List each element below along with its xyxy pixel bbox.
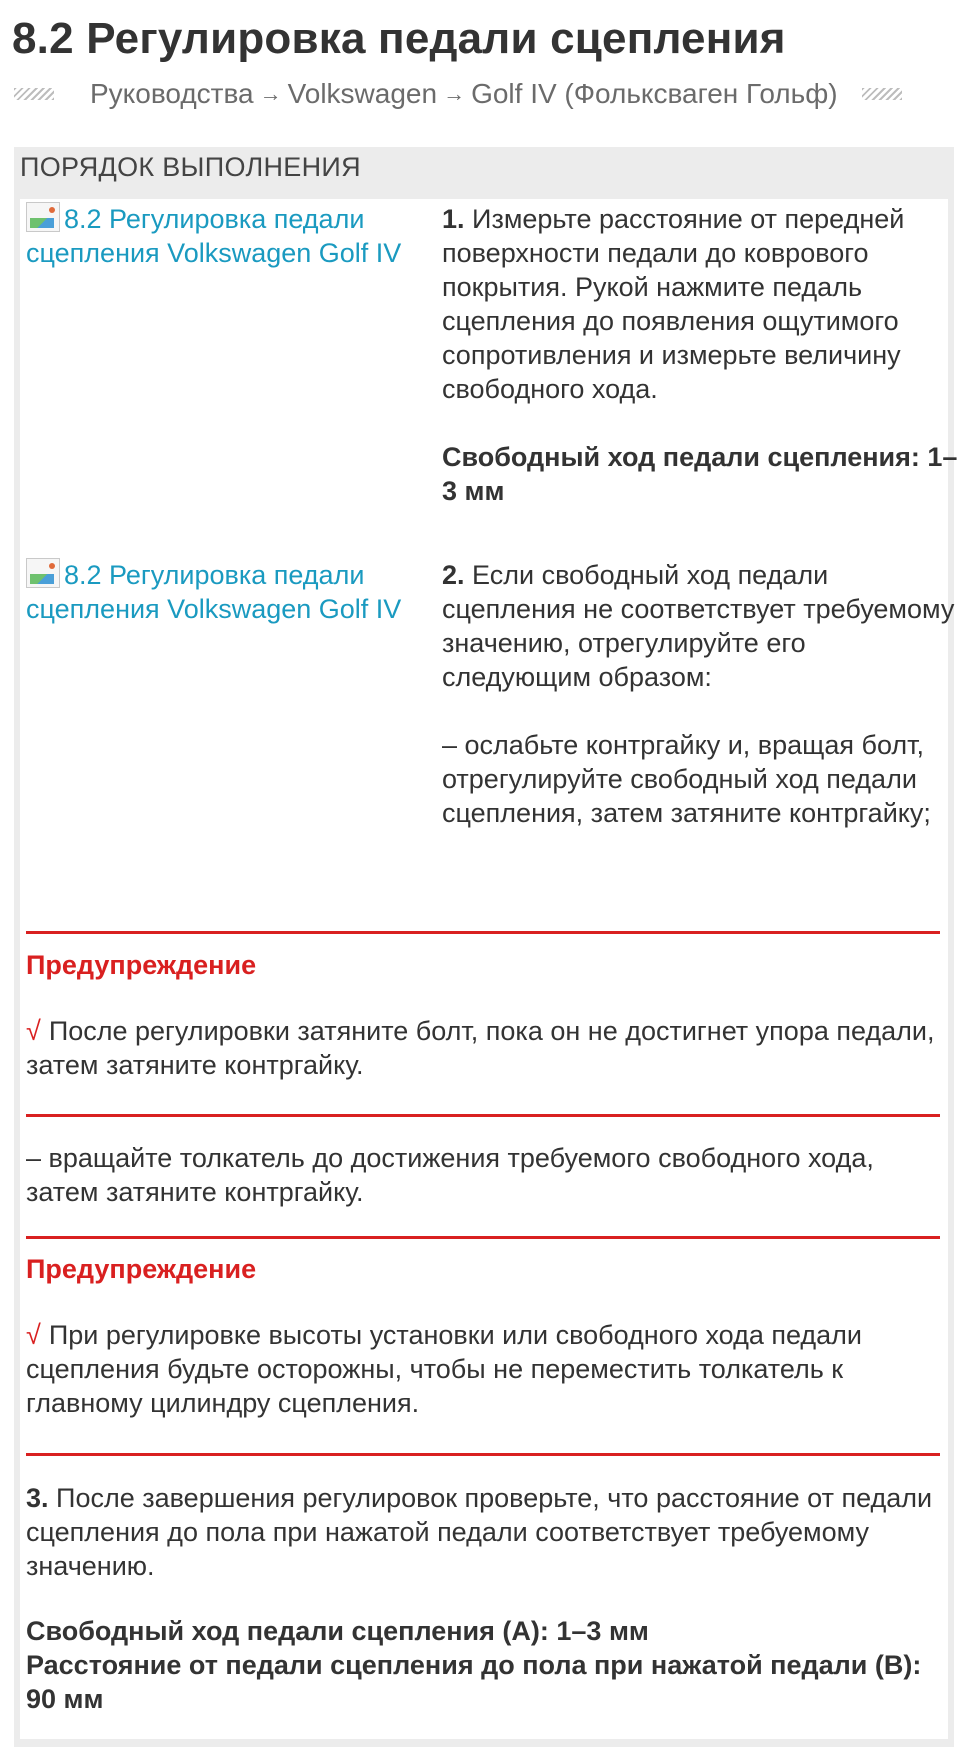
warning-divider [26,1453,940,1456]
hatch-decoration-right [862,88,902,100]
step-1-description: Измерьте расстояние от передней поверхности педали до коврового покрытия. Рукой нажмите педаль сцепления до появления ощутимого сопротивления и измерьте величину свободного хода. [442,204,905,404]
step-1-image-alt: 8.2 Регулировка педали сцепления Volkswagen Golf IV [26,204,402,268]
step-2-description: Если свободный ход педали сцепления не соответствует требуемому значению, отрегулируйте его следующим образом: [442,560,955,692]
step-3-description: После завершения регулировок проверьте, что расстояние от педали сцепления до пола при нажатой педали соответствует требуемому значению. [26,1483,933,1581]
warning-2-body: При регулировке высоты установки или свободного хода педали сцепления будьте осторожны, чтобы не переместить толкатель к главному цилиндру сцепления. [26,1320,863,1418]
warning-divider [26,1236,940,1239]
breadcrumb-item-brand[interactable]: Volkswagen [287,78,438,109]
warning-divider [26,931,940,934]
step-1-spec: Свободный ход педали сцепления: 1–3 мм [442,442,958,506]
step-3-number: 3. [26,1483,49,1513]
step-1-number: 1. [442,204,465,234]
step-3-spec-floor-distance: Расстояние от педали сцепления до пола при нажатой педали (В): 90 мм [26,1650,922,1714]
breadcrumb [0,74,960,114]
step-2-image-link[interactable] [26,558,406,626]
step-2-image-alt: 8.2 Регулировка педали сцепления Volkswagen Golf IV [26,560,402,624]
breadcrumb-arrow-icon: → [443,81,466,106]
warning-1-text [26,1014,940,1082]
page-title: 8.2 Регулировка педали сцепления [12,14,786,63]
broken-image-icon [26,558,60,588]
step-3-specs [26,1614,940,1716]
substep-push-rod: – вращайте толкатель до достижения требуемого свободного хода, затем затяните контргайку. [26,1143,874,1207]
warning-2-title: Предупреждение [26,1254,257,1284]
step-3-text [26,1481,940,1583]
step-1-image-link[interactable] [26,202,406,270]
warning-1-body: После регулировки затяните болт, пока он не достигнет упора педали, затем затяните контргайку. [26,1016,935,1080]
check-icon: √ [26,1320,41,1350]
breadcrumb-item-manuals[interactable]: Руководства [90,78,254,109]
breadcrumb-arrow-icon: → [259,81,282,106]
step-2-substep: – ослабьте контргайку и, вращая болт, отрегулируйте свободный ход педали сцепления, затем затяните контргайку; [442,730,931,828]
broken-image-icon [26,202,60,232]
step-2-text [442,558,960,830]
step-3-spec-free-play: Свободный ход педали сцепления (А): 1–3 мм [26,1616,649,1646]
warning-divider [26,1114,940,1117]
step-2-number: 2. [442,560,465,590]
breadcrumb-item-model[interactable]: Golf IV (Фольксваген Гольф) [471,78,838,109]
hatch-decoration-left [14,88,54,100]
warning-2-text [26,1318,940,1420]
section-header: ПОРЯДОК ВЫПОЛНЕНИЯ [20,152,361,182]
step-1-text [442,202,960,508]
check-icon: √ [26,1016,41,1046]
warning-1-title: Предупреждение [26,950,257,980]
